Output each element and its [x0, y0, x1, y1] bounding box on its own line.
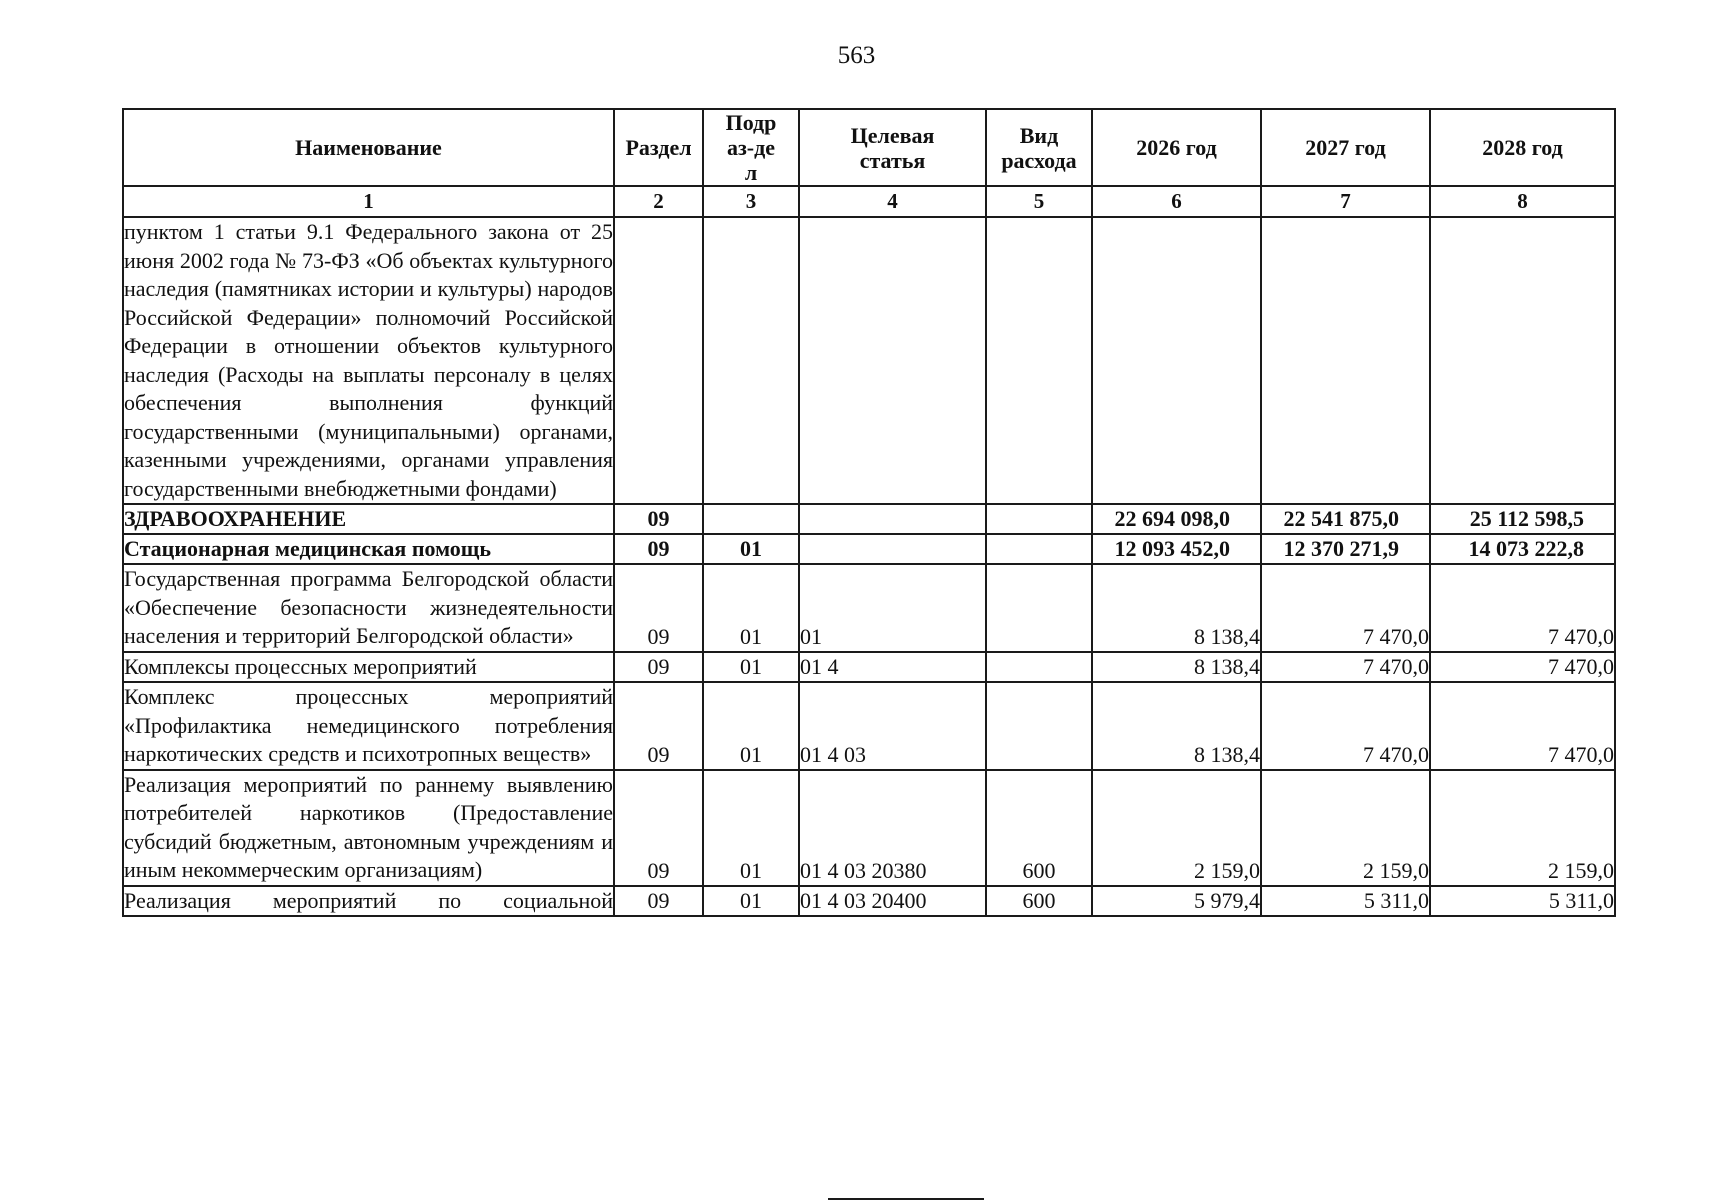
- row-2027: [1261, 217, 1430, 504]
- column-number: 4: [799, 186, 986, 217]
- row-name: Государственная программа Белгородской области «Обеспечение безопасности жизнедеятельности населения и территорий Белгородской области»: [123, 564, 614, 652]
- table-row: [123, 504, 1615, 534]
- row-subsection: 01: [703, 770, 799, 886]
- row-2027: 2 159,0: [1261, 770, 1430, 886]
- row-2027: 5 311,0: [1261, 886, 1430, 917]
- column-number: 1: [123, 186, 614, 217]
- table-row: [123, 652, 1615, 683]
- page-number: 563: [837, 42, 876, 69]
- row-expense-type: 600: [986, 886, 1092, 917]
- row-2026: 12 093 452,0: [1092, 534, 1261, 564]
- row-2027: 7 470,0: [1261, 564, 1430, 652]
- row-subsection: 01: [703, 534, 799, 564]
- row-2026: 22 694 098,0: [1092, 504, 1261, 534]
- row-subsection: [703, 217, 799, 504]
- column-number: 8: [1430, 186, 1615, 217]
- row-name: Стационарная медицинская помощь: [123, 534, 614, 564]
- header-2028: 2028 год: [1430, 109, 1615, 186]
- column-number: 2: [614, 186, 703, 217]
- table-row: [123, 682, 1615, 770]
- row-name: Реализация мероприятий по социальной: [123, 886, 614, 917]
- row-subsection: 01: [703, 886, 799, 917]
- column-number: 5: [986, 186, 1092, 217]
- row-2027: 7 470,0: [1261, 652, 1430, 683]
- table-row: [123, 564, 1615, 652]
- row-expense-type: 600: [986, 770, 1092, 886]
- row-section: 09: [614, 564, 703, 652]
- row-name: Комплекс процессных мероприятий «Профилактика немедицинского потребления наркотических средств и психотропных веществ»: [123, 682, 614, 770]
- row-section: [614, 217, 703, 504]
- column-number: 3: [703, 186, 799, 217]
- budget-table: [122, 108, 1616, 917]
- column-number-row: [123, 186, 1615, 217]
- row-2026: 2 159,0: [1092, 770, 1261, 886]
- header-name: Наименование: [123, 109, 614, 186]
- table-row: [123, 886, 1615, 917]
- row-2026: 8 138,4: [1092, 652, 1261, 683]
- row-subsection: 01: [703, 682, 799, 770]
- row-expense-type: [986, 564, 1092, 652]
- row-2028: [1430, 217, 1615, 504]
- table-row: [123, 534, 1615, 564]
- row-subsection: 01: [703, 564, 799, 652]
- row-2026: 8 138,4: [1092, 564, 1261, 652]
- table-row: [123, 770, 1615, 886]
- row-expense-type: [986, 504, 1092, 534]
- header-2026: 2026 год: [1092, 109, 1261, 186]
- row-expense-type: [986, 682, 1092, 770]
- row-target: 01 4 03: [799, 682, 986, 770]
- header-row: [123, 109, 1615, 186]
- row-section: 09: [614, 652, 703, 683]
- table-row: [123, 217, 1615, 504]
- row-2027: 12 370 271,9: [1261, 534, 1430, 564]
- row-2028: 2 159,0: [1430, 770, 1615, 886]
- row-target: [799, 504, 986, 534]
- row-target: 01 4: [799, 652, 986, 683]
- row-2026: [1092, 217, 1261, 504]
- row-name: ЗДРАВООХРАНЕНИЕ: [123, 504, 614, 534]
- row-subsection: [703, 504, 799, 534]
- row-2028: 7 470,0: [1430, 682, 1615, 770]
- row-2028: 25 112 598,5: [1430, 504, 1615, 534]
- header-target: Целевая статья: [799, 109, 986, 186]
- row-expense-type: [986, 652, 1092, 683]
- row-2028: 7 470,0: [1430, 652, 1615, 683]
- row-2026: 5 979,4: [1092, 886, 1261, 917]
- row-expense-type: [986, 217, 1092, 504]
- header-2027: 2027 год: [1261, 109, 1430, 186]
- header-expense-type: Вид расхода: [986, 109, 1092, 186]
- row-2027: 22 541 875,0: [1261, 504, 1430, 534]
- row-target: [799, 217, 986, 504]
- row-2028: 5 311,0: [1430, 886, 1615, 917]
- row-2028: 7 470,0: [1430, 564, 1615, 652]
- row-section: 09: [614, 504, 703, 534]
- header-section: Раздел: [614, 109, 703, 186]
- row-name: Комплексы процессных мероприятий: [123, 652, 614, 683]
- row-section: 09: [614, 534, 703, 564]
- row-target: [799, 534, 986, 564]
- header-subsection-text: Подраз-дел: [725, 110, 777, 185]
- row-target: 01 4 03 20380: [799, 770, 986, 886]
- row-section: 09: [614, 886, 703, 917]
- row-expense-type: [986, 534, 1092, 564]
- column-number: 6: [1092, 186, 1261, 217]
- row-name: пунктом 1 статьи 9.1 Федерального закона от 25 июня 2002 года № 73-ФЗ «Об объектах культурного наследия (памятниках истории и культуры) народов Российской Федерации» полномочий Российской Федерации в отношении объектов культурного наследия (Расходы на выплаты персоналу в целях обеспечения выполнения функций государственными (муниципальными) органами, казенными учреждениями, органами управления государственными внебюджетными фондами): [123, 217, 614, 504]
- row-section: 09: [614, 682, 703, 770]
- row-target: 01 4 03 20400: [799, 886, 986, 917]
- row-section: 09: [614, 770, 703, 886]
- row-name: Реализация мероприятий по раннему выявлению потребителей наркотиков (Предоставление субсидий бюджетным, автономным учреждениям и иным некоммерческим организациям): [123, 770, 614, 886]
- row-subsection: 01: [703, 652, 799, 683]
- row-target: 01: [799, 564, 986, 652]
- row-2026: 8 138,4: [1092, 682, 1261, 770]
- row-2028: 14 073 222,8: [1430, 534, 1615, 564]
- row-2027: 7 470,0: [1261, 682, 1430, 770]
- column-number: 7: [1261, 186, 1430, 217]
- header-subsection: [703, 109, 799, 186]
